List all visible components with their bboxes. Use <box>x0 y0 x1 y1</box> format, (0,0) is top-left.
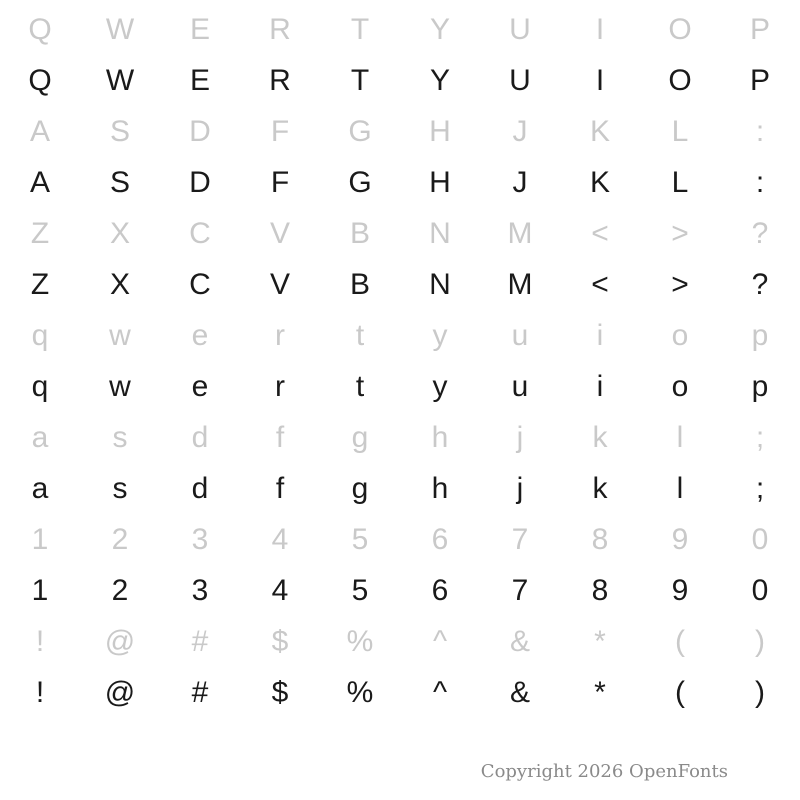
glyph-cell: p <box>751 370 769 403</box>
glyph-cell: @ <box>104 625 136 658</box>
glyph-cell: 1 <box>31 523 49 556</box>
glyph-cell: ; <box>755 472 765 505</box>
glyph-cell: ^ <box>432 676 448 709</box>
glyph-cell: ? <box>751 268 769 301</box>
glyph-cell: ^ <box>432 625 448 658</box>
glyph-cell: W <box>105 13 135 46</box>
glyph-cell: ! <box>35 625 45 658</box>
glyph-cell: 6 <box>431 574 449 607</box>
glyph-cell: I <box>595 13 605 46</box>
glyph-cell: & <box>509 625 530 658</box>
glyph-cell: M <box>507 268 533 301</box>
glyph-cell: g <box>351 421 369 454</box>
glyph-cell: j <box>516 472 524 505</box>
glyph-cell: T <box>350 64 370 97</box>
glyph-cell: > <box>671 268 689 301</box>
glyph-cell: f <box>275 472 285 505</box>
glyph-cell: 3 <box>191 574 209 607</box>
glyph-cell: E <box>189 13 210 46</box>
glyph-cell: e <box>191 370 209 403</box>
glyph-cell: H <box>429 115 451 148</box>
glyph-cell: L <box>671 115 689 148</box>
glyph-cell: f <box>275 421 285 454</box>
glyph-cell: u <box>511 319 529 352</box>
glyph-cell: A <box>29 115 50 148</box>
glyph-cell: d <box>191 472 209 505</box>
glyph-cell: J <box>512 166 528 199</box>
glyph-cell: N <box>429 268 451 301</box>
glyph-cell: t <box>355 370 365 403</box>
glyph-cell: C <box>189 217 211 250</box>
glyph-cell: I <box>595 64 605 97</box>
glyph-cell: 6 <box>431 523 449 556</box>
glyph-cell: $ <box>271 676 289 709</box>
glyph-cell: ) <box>755 625 765 658</box>
glyph-cell: ) <box>755 676 765 709</box>
glyph-cell: w <box>109 319 131 352</box>
glyph-cell: L <box>671 166 689 199</box>
glyph-cell: M <box>507 217 533 250</box>
glyph-cell: i <box>596 370 604 403</box>
glyph-cell: i <box>596 319 604 352</box>
glyph-cell: V <box>269 268 290 301</box>
glyph-cell: s <box>112 472 128 505</box>
glyph-cell: 3 <box>191 523 209 556</box>
glyph-cell: H <box>429 166 451 199</box>
glyph-cell: B <box>349 217 370 250</box>
glyph-cell: Q <box>28 13 52 46</box>
glyph-cell: 2 <box>111 523 129 556</box>
glyph-cell: e <box>191 319 209 352</box>
glyph-cell: k <box>592 472 608 505</box>
glyph-cell: 9 <box>671 523 689 556</box>
glyph-row <box>0 463 800 514</box>
glyph-cell: C <box>189 268 211 301</box>
glyph-cell: W <box>105 64 135 97</box>
glyph-cell: % <box>346 676 374 709</box>
glyph-cell: Y <box>429 13 450 46</box>
glyph-cell: r <box>275 370 285 403</box>
glyph-cell: # <box>191 676 209 709</box>
glyph-cell: 5 <box>351 523 369 556</box>
glyph-cell: t <box>355 319 365 352</box>
glyph-cell: < <box>591 217 609 250</box>
glyph-cell: > <box>671 217 689 250</box>
glyph-cell: < <box>591 268 609 301</box>
copyright-notice: Copyright 2026 OpenFonts <box>480 761 728 782</box>
glyph-cell: 4 <box>271 574 289 607</box>
glyph-cell: o <box>671 319 689 352</box>
glyph-row <box>0 106 800 157</box>
glyph-cell: # <box>191 625 209 658</box>
glyph-cell: S <box>109 166 130 199</box>
glyph-cell: @ <box>104 676 136 709</box>
glyph-cell: X <box>109 217 130 250</box>
glyph-cell: F <box>270 166 290 199</box>
glyph-cell: N <box>429 217 451 250</box>
glyph-cell: y <box>432 319 448 352</box>
glyph-cell: 2 <box>111 574 129 607</box>
glyph-cell: w <box>109 370 131 403</box>
glyph-row <box>0 4 800 55</box>
glyph-cell: 7 <box>511 523 529 556</box>
glyph-cell: l <box>676 472 684 505</box>
glyph-cell: V <box>269 217 290 250</box>
glyph-cell: l <box>676 421 684 454</box>
glyph-cell: O <box>668 64 692 97</box>
glyph-cell: ? <box>751 217 769 250</box>
glyph-row <box>0 667 800 718</box>
glyph-cell: ( <box>675 625 685 658</box>
glyph-cell: & <box>509 676 530 709</box>
glyph-cell: * <box>594 625 606 658</box>
glyph-cell: X <box>109 268 130 301</box>
glyph-cell: q <box>31 370 49 403</box>
glyph-cell: J <box>512 115 528 148</box>
glyph-cell: q <box>31 319 49 352</box>
glyph-cell: 9 <box>671 574 689 607</box>
glyph-cell: s <box>112 421 128 454</box>
glyph-cell: O <box>668 13 692 46</box>
glyph-cell: T <box>350 13 370 46</box>
glyph-row <box>0 55 800 106</box>
glyph-cell: K <box>589 166 610 199</box>
glyph-cell: u <box>511 370 529 403</box>
glyph-cell: * <box>594 676 606 709</box>
glyph-cell: d <box>191 421 209 454</box>
glyph-cell: R <box>269 13 291 46</box>
glyph-cell: Z <box>30 268 50 301</box>
glyph-cell: p <box>751 319 769 352</box>
glyph-row <box>0 157 800 208</box>
glyph-cell: a <box>31 472 49 505</box>
glyph-row <box>0 361 800 412</box>
glyph-cell: j <box>516 421 524 454</box>
glyph-cell: 8 <box>591 574 609 607</box>
glyph-row <box>0 565 800 616</box>
glyph-cell: g <box>351 472 369 505</box>
glyph-cell: 0 <box>751 574 769 607</box>
glyph-cell: G <box>348 115 372 148</box>
glyph-row <box>0 310 800 361</box>
glyph-cell: 7 <box>511 574 529 607</box>
glyph-cell: 5 <box>351 574 369 607</box>
glyph-cell: h <box>431 421 449 454</box>
glyph-cell: ! <box>35 676 45 709</box>
glyph-cell: o <box>671 370 689 403</box>
glyph-cell: P <box>749 64 770 97</box>
glyph-cell: Q <box>28 64 52 97</box>
glyph-cell: 1 <box>31 574 49 607</box>
glyph-cell: R <box>269 64 291 97</box>
glyph-cell: K <box>589 115 610 148</box>
glyph-cell: S <box>109 115 130 148</box>
glyph-cell: h <box>431 472 449 505</box>
glyph-cell: a <box>31 421 49 454</box>
glyph-row <box>0 412 800 463</box>
glyph-row <box>0 514 800 565</box>
glyph-cell: B <box>349 268 370 301</box>
glyph-cell: ( <box>675 676 685 709</box>
glyph-cell: U <box>509 64 531 97</box>
glyph-cell: P <box>749 13 770 46</box>
glyph-cell: D <box>189 115 211 148</box>
glyph-cell: : <box>755 115 765 148</box>
glyph-cell: A <box>29 166 50 199</box>
glyph-cell: Z <box>30 217 50 250</box>
glyph-cell: 4 <box>271 523 289 556</box>
glyph-cell: y <box>432 370 448 403</box>
glyph-cell: $ <box>271 625 289 658</box>
glyph-cell: Y <box>429 64 450 97</box>
glyph-cell: r <box>275 319 285 352</box>
glyph-cell: : <box>755 166 765 199</box>
glyph-cell: U <box>509 13 531 46</box>
glyph-cell: 0 <box>751 523 769 556</box>
glyph-cell: G <box>348 166 372 199</box>
glyph-row <box>0 259 800 310</box>
glyph-row <box>0 208 800 259</box>
glyph-cell: % <box>346 625 374 658</box>
glyph-row <box>0 616 800 667</box>
glyph-cell: ; <box>755 421 765 454</box>
glyph-cell: k <box>592 421 608 454</box>
glyph-cell: F <box>270 115 290 148</box>
glyph-cell: 8 <box>591 523 609 556</box>
glyph-cell: E <box>189 64 210 97</box>
glyph-cell: D <box>189 166 211 199</box>
